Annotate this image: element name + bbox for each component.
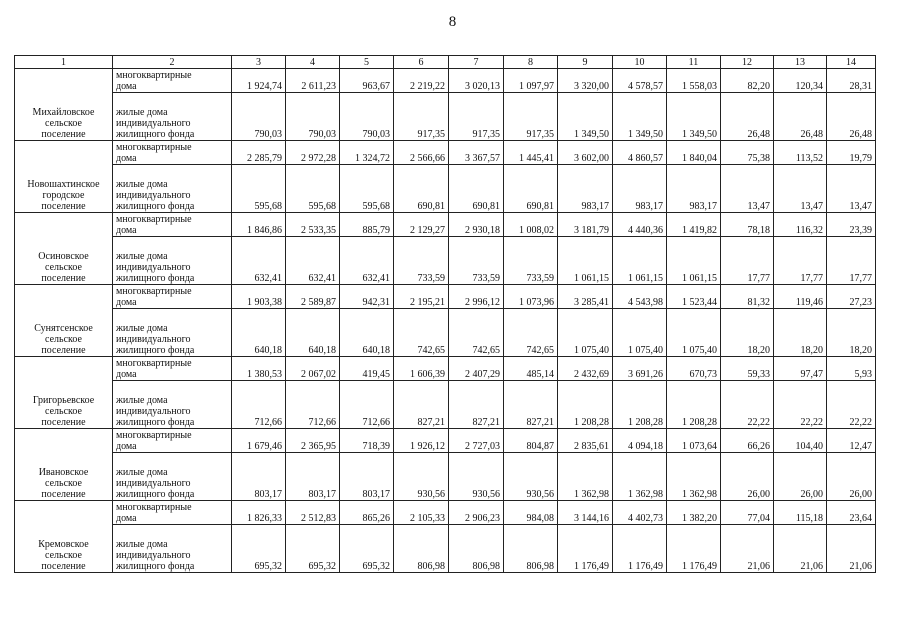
settlement-name (15, 69, 113, 141)
value-cell: 733,59 (449, 237, 504, 285)
column-number-header: 8 (504, 56, 558, 69)
table-row (15, 165, 876, 213)
value-cell: 22,22 (827, 381, 876, 429)
column-number-header: 6 (394, 56, 449, 69)
value-cell: 733,59 (394, 237, 449, 285)
value-cell: 790,03 (286, 93, 340, 141)
table-row (15, 357, 876, 381)
housing-type-line: многоквартирные (116, 430, 192, 441)
value-cell: 1 073,64 (667, 429, 721, 453)
value-cell: 640,18 (340, 309, 394, 357)
value-cell: 640,18 (286, 309, 340, 357)
value-cell: 2 972,28 (286, 141, 340, 165)
value-cell: 2 432,69 (558, 357, 613, 381)
value-cell: 885,79 (340, 213, 394, 237)
value-cell: 1 349,50 (558, 93, 613, 141)
table-row (15, 213, 876, 237)
housing-type-line: жилищного фонда (116, 273, 195, 284)
value-cell: 4 860,57 (613, 141, 667, 165)
value-cell: 485,14 (504, 357, 558, 381)
value-cell: 13,47 (827, 165, 876, 213)
value-cell: 2 219,22 (394, 69, 449, 93)
table-row (15, 453, 876, 501)
housing-type-line: дома (116, 153, 137, 164)
value-cell: 742,65 (449, 309, 504, 357)
housing-type (113, 309, 232, 357)
value-cell: 1 362,98 (558, 453, 613, 501)
value-cell: 23,39 (827, 213, 876, 237)
value-cell: 1 061,15 (558, 237, 613, 285)
value-cell: 712,66 (232, 381, 286, 429)
settlement-name (15, 285, 113, 357)
value-cell: 4 543,98 (613, 285, 667, 309)
value-cell: 1 208,28 (613, 381, 667, 429)
housing-type-line: жилищного фонда (116, 345, 195, 356)
value-cell: 1 349,50 (667, 93, 721, 141)
value-cell: 917,35 (449, 93, 504, 141)
housing-type-line: индивидуального (116, 118, 191, 129)
value-cell: 3 320,00 (558, 69, 613, 93)
value-cell: 742,65 (504, 309, 558, 357)
settlement-name-line: Сунятсенское (34, 323, 93, 334)
housing-type (113, 501, 232, 525)
value-cell: 13,47 (721, 165, 774, 213)
housing-type-line: индивидуального (116, 478, 191, 489)
housing-type-line: жилищного фонда (116, 129, 195, 140)
column-number-header: 11 (667, 56, 721, 69)
housing-type-line: индивидуального (116, 190, 191, 201)
settlement-name-line: поселение (41, 561, 86, 572)
value-cell: 917,35 (504, 93, 558, 141)
value-cell: 13,47 (774, 165, 827, 213)
value-cell: 827,21 (449, 381, 504, 429)
value-cell: 803,17 (340, 453, 394, 501)
value-cell: 18,20 (774, 309, 827, 357)
value-cell: 1 846,86 (232, 213, 286, 237)
value-cell: 2 285,79 (232, 141, 286, 165)
value-cell: 1 826,33 (232, 501, 286, 525)
housing-type (113, 141, 232, 165)
value-cell: 120,34 (774, 69, 827, 93)
value-cell: 2 195,21 (394, 285, 449, 309)
housing-type-line: жилые дома (116, 323, 168, 334)
value-cell: 804,87 (504, 429, 558, 453)
value-cell: 18,20 (721, 309, 774, 357)
value-cell: 1 840,04 (667, 141, 721, 165)
value-cell: 917,35 (394, 93, 449, 141)
value-cell: 1 362,98 (613, 453, 667, 501)
value-cell: 3 367,57 (449, 141, 504, 165)
value-cell: 1 679,46 (232, 429, 286, 453)
value-cell: 26,00 (827, 453, 876, 501)
housing-type (113, 69, 232, 93)
settlement-name-line: поселение (41, 345, 86, 356)
settlement-name-line: сельское (45, 550, 82, 561)
value-cell: 690,81 (394, 165, 449, 213)
housing-type-line: многоквартирные (116, 214, 192, 225)
value-cell: 116,32 (774, 213, 827, 237)
settlement-name-line: Новошахтинское (27, 179, 100, 190)
housing-type-line: индивидуального (116, 406, 191, 417)
value-cell: 18,20 (827, 309, 876, 357)
value-cell: 712,66 (286, 381, 340, 429)
value-cell: 2 105,33 (394, 501, 449, 525)
value-cell: 22,22 (774, 381, 827, 429)
settlement-name-line: городское (42, 190, 85, 201)
housing-type (113, 429, 232, 453)
settlement-name-line: Кремовское (38, 539, 89, 550)
value-cell: 119,46 (774, 285, 827, 309)
value-cell: 22,22 (721, 381, 774, 429)
housing-type-line: многоквартирные (116, 286, 192, 297)
housing-type-line: дома (116, 513, 137, 524)
settlement-name-line: поселение (41, 489, 86, 500)
value-cell: 21,06 (721, 525, 774, 573)
value-cell: 733,59 (504, 237, 558, 285)
value-cell: 27,23 (827, 285, 876, 309)
value-cell: 1 926,12 (394, 429, 449, 453)
value-cell: 790,03 (232, 93, 286, 141)
value-cell: 1 558,03 (667, 69, 721, 93)
value-cell: 2 727,03 (449, 429, 504, 453)
value-cell: 1 419,82 (667, 213, 721, 237)
value-cell: 1 445,41 (504, 141, 558, 165)
table-row (15, 69, 876, 93)
value-cell: 942,31 (340, 285, 394, 309)
value-cell: 1 208,28 (667, 381, 721, 429)
housing-type-line: многоквартирные (116, 70, 192, 81)
value-cell: 712,66 (340, 381, 394, 429)
housing-type (113, 525, 232, 573)
value-cell: 1 208,28 (558, 381, 613, 429)
housing-type-line: многоквартирные (116, 142, 192, 153)
value-cell: 1 075,40 (558, 309, 613, 357)
table-row (15, 285, 876, 309)
value-cell: 806,98 (504, 525, 558, 573)
value-cell: 1 903,38 (232, 285, 286, 309)
table-row (15, 429, 876, 453)
value-cell: 1 380,53 (232, 357, 286, 381)
value-cell: 4 094,18 (613, 429, 667, 453)
settlement-name-line: поселение (41, 273, 86, 284)
housing-type (113, 165, 232, 213)
value-cell: 28,31 (827, 69, 876, 93)
value-cell: 803,17 (232, 453, 286, 501)
settlement-name-line: сельское (45, 334, 82, 345)
value-cell: 2 129,27 (394, 213, 449, 237)
value-cell: 1 061,15 (613, 237, 667, 285)
table-row (15, 525, 876, 573)
settlement-name-line: сельское (45, 118, 82, 129)
housing-type (113, 213, 232, 237)
value-cell: 930,56 (449, 453, 504, 501)
table-row (15, 309, 876, 357)
value-cell: 632,41 (232, 237, 286, 285)
value-cell: 983,17 (558, 165, 613, 213)
value-cell: 1 097,97 (504, 69, 558, 93)
table-row (15, 141, 876, 165)
value-cell: 75,38 (721, 141, 774, 165)
column-number-header: 3 (232, 56, 286, 69)
table-row (15, 381, 876, 429)
housing-type (113, 357, 232, 381)
value-cell: 1 176,49 (667, 525, 721, 573)
value-cell: 742,65 (394, 309, 449, 357)
value-cell: 670,73 (667, 357, 721, 381)
value-cell: 2 533,35 (286, 213, 340, 237)
value-cell: 983,17 (613, 165, 667, 213)
value-cell: 2 365,95 (286, 429, 340, 453)
column-number-header: 12 (721, 56, 774, 69)
column-number-header: 1 (15, 56, 113, 69)
value-cell: 695,32 (340, 525, 394, 573)
table-row (15, 93, 876, 141)
settlement-name (15, 357, 113, 429)
value-cell: 115,18 (774, 501, 827, 525)
value-cell: 806,98 (394, 525, 449, 573)
settlement-name-line: поселение (41, 129, 86, 140)
value-cell: 1 176,49 (558, 525, 613, 573)
value-cell: 1 382,20 (667, 501, 721, 525)
column-number-header: 7 (449, 56, 504, 69)
value-cell: 21,06 (774, 525, 827, 573)
value-cell: 1 324,72 (340, 141, 394, 165)
value-cell: 595,68 (232, 165, 286, 213)
housing-type-line: многоквартирные (116, 502, 192, 513)
housing-type (113, 93, 232, 141)
table-body (15, 56, 876, 573)
value-cell: 690,81 (504, 165, 558, 213)
value-cell: 1 075,40 (613, 309, 667, 357)
housing-type-line: жилищного фонда (116, 417, 195, 428)
housing-type (113, 285, 232, 309)
settlement-name-line: Ивановское (38, 467, 89, 478)
settlement-name (15, 501, 113, 573)
housing-type-line: жилые дома (116, 467, 168, 478)
value-cell: 865,26 (340, 501, 394, 525)
value-cell: 82,20 (721, 69, 774, 93)
value-cell: 2 611,23 (286, 69, 340, 93)
housing-type-line: жилые дома (116, 395, 168, 406)
settlement-name-line: поселение (41, 417, 86, 428)
value-cell: 66,26 (721, 429, 774, 453)
housing-type-line: жилищного фонда (116, 561, 195, 572)
settlement-name-line: сельское (45, 262, 82, 273)
value-cell: 419,45 (340, 357, 394, 381)
value-cell: 963,67 (340, 69, 394, 93)
value-cell: 595,68 (286, 165, 340, 213)
value-cell: 718,39 (340, 429, 394, 453)
value-cell: 1 073,96 (504, 285, 558, 309)
housing-type-line: индивидуального (116, 550, 191, 561)
housing-type-line: индивидуального (116, 334, 191, 345)
value-cell: 595,68 (340, 165, 394, 213)
housing-type-line: индивидуального (116, 262, 191, 273)
value-cell: 640,18 (232, 309, 286, 357)
settlement-name (15, 141, 113, 213)
value-cell: 17,77 (827, 237, 876, 285)
value-cell: 690,81 (449, 165, 504, 213)
value-cell: 5,93 (827, 357, 876, 381)
value-cell: 632,41 (286, 237, 340, 285)
housing-type-line: жилищного фонда (116, 201, 195, 212)
value-cell: 1 606,39 (394, 357, 449, 381)
value-cell: 2 996,12 (449, 285, 504, 309)
housing-type-line: дома (116, 297, 137, 308)
value-cell: 1 924,74 (232, 69, 286, 93)
settlement-name (15, 429, 113, 501)
value-cell: 21,06 (827, 525, 876, 573)
value-cell: 2 407,29 (449, 357, 504, 381)
value-cell: 3 691,26 (613, 357, 667, 381)
table-row (15, 237, 876, 285)
value-cell: 2 835,61 (558, 429, 613, 453)
column-number-header: 4 (286, 56, 340, 69)
table-row (15, 501, 876, 525)
value-cell: 19,79 (827, 141, 876, 165)
value-cell: 695,32 (286, 525, 340, 573)
value-cell: 113,52 (774, 141, 827, 165)
value-cell: 3 181,79 (558, 213, 613, 237)
value-cell: 3 602,00 (558, 141, 613, 165)
value-cell: 97,47 (774, 357, 827, 381)
value-cell: 695,32 (232, 525, 286, 573)
value-cell: 1 523,44 (667, 285, 721, 309)
value-cell: 2 512,83 (286, 501, 340, 525)
value-cell: 78,18 (721, 213, 774, 237)
value-cell: 1 061,15 (667, 237, 721, 285)
housing-type-line: жилые дома (116, 251, 168, 262)
page-number: 8 (448, 14, 457, 30)
value-cell: 12,47 (827, 429, 876, 453)
value-cell: 632,41 (340, 237, 394, 285)
value-cell: 1 075,40 (667, 309, 721, 357)
value-cell: 26,00 (774, 453, 827, 501)
value-cell: 2 930,18 (449, 213, 504, 237)
tariff-table (14, 55, 876, 573)
value-cell: 17,77 (774, 237, 827, 285)
column-number-header: 14 (827, 56, 876, 69)
value-cell: 790,03 (340, 93, 394, 141)
housing-type (113, 237, 232, 285)
housing-type-line: жилищного фонда (116, 489, 195, 500)
column-number-header: 13 (774, 56, 827, 69)
value-cell: 827,21 (394, 381, 449, 429)
settlement-name (15, 213, 113, 285)
value-cell: 930,56 (504, 453, 558, 501)
value-cell: 2 906,23 (449, 501, 504, 525)
value-cell: 1 362,98 (667, 453, 721, 501)
value-cell: 26,48 (721, 93, 774, 141)
value-cell: 26,48 (774, 93, 827, 141)
column-number-header: 5 (340, 56, 394, 69)
housing-type-line: жилые дома (116, 107, 168, 118)
value-cell: 17,77 (721, 237, 774, 285)
column-number-header: 9 (558, 56, 613, 69)
value-cell: 827,21 (504, 381, 558, 429)
value-cell: 2 589,87 (286, 285, 340, 309)
value-cell: 1 176,49 (613, 525, 667, 573)
settlement-name-line: Григорьевское (32, 395, 95, 406)
housing-type-line: жилые дома (116, 179, 168, 190)
value-cell: 1 008,02 (504, 213, 558, 237)
column-number-header: 2 (113, 56, 232, 69)
housing-type-line: многоквартирные (116, 358, 192, 369)
housing-type (113, 381, 232, 429)
housing-type-line: дома (116, 81, 137, 92)
value-cell: 3 285,41 (558, 285, 613, 309)
value-cell: 3 020,13 (449, 69, 504, 93)
settlement-name-line: Осиновское (38, 251, 89, 262)
value-cell: 104,40 (774, 429, 827, 453)
value-cell: 3 144,16 (558, 501, 613, 525)
value-cell: 1 349,50 (613, 93, 667, 141)
value-cell: 803,17 (286, 453, 340, 501)
value-cell: 4 402,73 (613, 501, 667, 525)
value-cell: 984,08 (504, 501, 558, 525)
value-cell: 2 067,02 (286, 357, 340, 381)
header-row (15, 56, 876, 69)
value-cell: 26,00 (721, 453, 774, 501)
housing-type-line: дома (116, 369, 137, 380)
housing-type-line: жилые дома (116, 539, 168, 550)
settlement-name-line: поселение (41, 201, 86, 212)
value-cell: 77,04 (721, 501, 774, 525)
settlement-name-line: Михайловское (32, 107, 95, 118)
value-cell: 806,98 (449, 525, 504, 573)
value-cell: 26,48 (827, 93, 876, 141)
value-cell: 4 578,57 (613, 69, 667, 93)
column-number-header: 10 (613, 56, 667, 69)
housing-type-line: дома (116, 441, 137, 452)
settlement-name-line: сельское (45, 406, 82, 417)
value-cell: 983,17 (667, 165, 721, 213)
value-cell: 59,33 (721, 357, 774, 381)
housing-type-line: дома (116, 225, 137, 236)
value-cell: 81,32 (721, 285, 774, 309)
settlement-name-line: сельское (45, 478, 82, 489)
value-cell: 4 440,36 (613, 213, 667, 237)
value-cell: 930,56 (394, 453, 449, 501)
value-cell: 23,64 (827, 501, 876, 525)
value-cell: 2 566,66 (394, 141, 449, 165)
housing-type (113, 453, 232, 501)
